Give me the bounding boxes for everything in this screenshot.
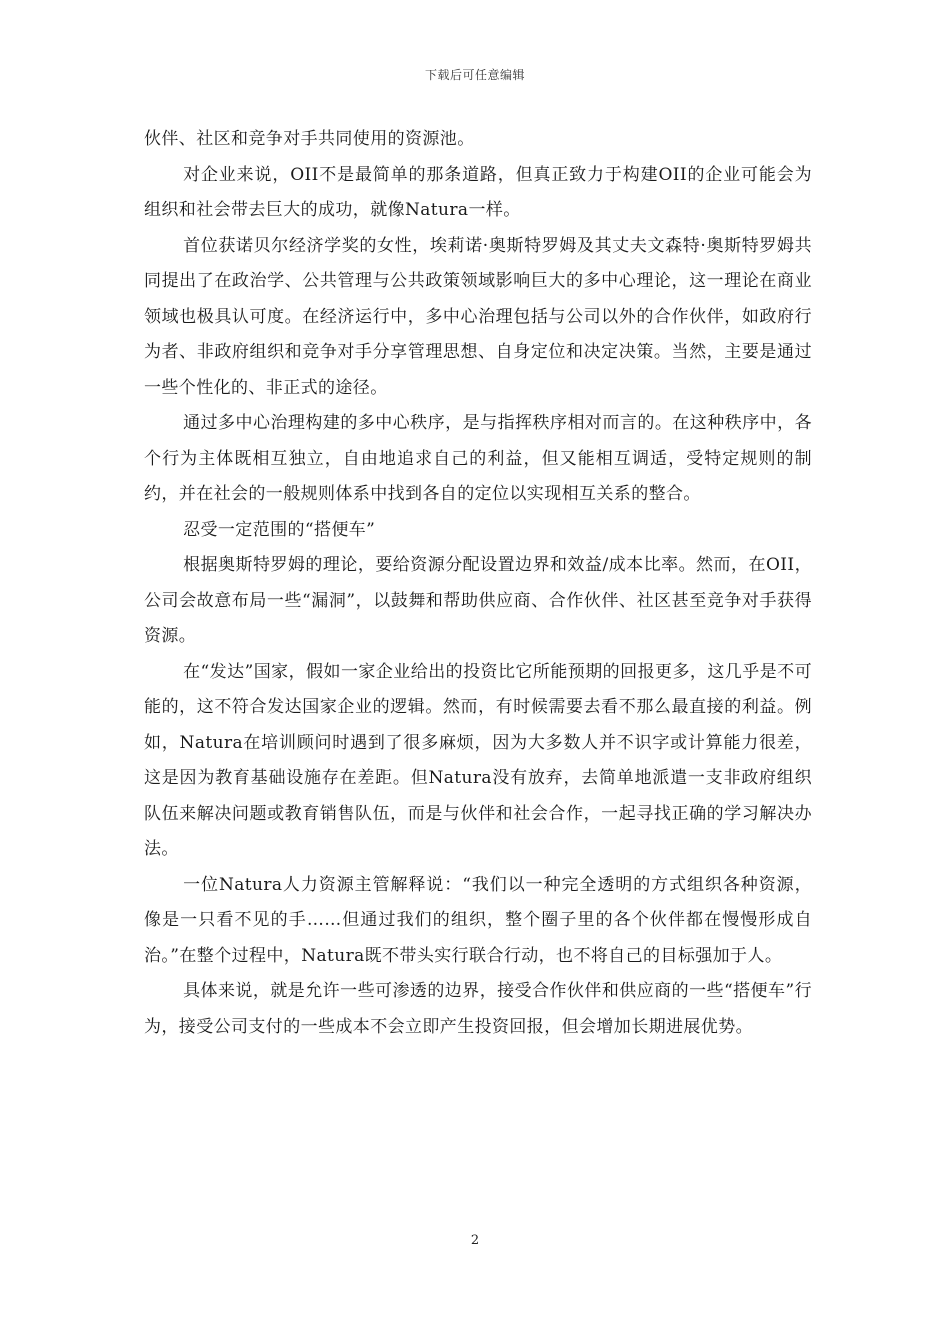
paragraph-1: 伙伴、社区和竞争对手共同使用的资源池。	[144, 129, 475, 149]
section-heading: 忍受一定范围的“搭便车”	[183, 519, 376, 540]
body-text	[144, 122, 812, 1045]
page-header: 下载后可任意编辑	[424, 68, 525, 82]
paragraph-9: 具体来说，就是允许一些可渗透的边界，接受合作伙伴和供应商的一些“搭便车”行为，接受公司支付的一些成本不会立即产生投资回报，但会增加长期进展优势。	[144, 981, 812, 1037]
paragraph-7: 在“发达”国家，假如一家企业给出的投资比它所能预期的回报更多，这几乎是不可能的，这不符合发达国家企业的逻辑。然而，有时候需要去看不那么最直接的利益。例如，Natura在培训顾问时遇到了很多麻烦，因为大多数人并不识字或计算能力很差，这是因为教育基础设施存在差距。但Natura没有放弃，去简单地派遣一支非政府组织队伍来解决问题或教育销售队伍，而是与伙伴和社会合作，一起寻找正确的学习解决办法。	[144, 661, 812, 859]
paragraph-8: 一位Natura人力资源主管解释说：“我们以一种完全透明的方式组织各种资源，像是一只看不见的手……但通过我们的组织，整个圈子里的各个伙伴都在慢慢形成自治。”在整个过程中，Natura既不带头实行联合行动，也不将自己的目标强加于人。	[144, 874, 812, 966]
page-number: 2	[470, 1233, 480, 1248]
paragraph-3: 首位获诺贝尔经济学奖的女性，埃莉诺·奥斯特罗姆及其丈夫文森特·奥斯特罗姆共同提出了在政治学、公共管理与公共政策领域影响巨大的多中心理论，这一理论在商业领域也极具认可度。在经济运行中，多中心治理包括与公司以外的合作伙伴，如政府行为者、非政府组织和竞争对手分享管理思想、自身定位和决定决策。当然，主要是通过一些个性化的、非正式的途径。	[144, 235, 812, 398]
paragraph-2: 对企业来说，OII不是最简单的那条道路，但真正致力于构建OII的企业可能会为组织和社会带去巨大的成功，就像Natura一样。	[144, 164, 812, 220]
paragraph-6: 根据奥斯特罗姆的理论，要给资源分配设置边界和效益/成本比率。然而，在OII，公司会故意布局一些“漏洞”，以鼓舞和帮助供应商、合作伙伴、社区甚至竞争对手获得资源。	[144, 555, 812, 646]
paragraph-4: 通过多中心治理构建的多中心秩序，是与指挥秩序相对而言的。在这种秩序中，各个行为主体既相互独立，自由地追求自己的利益，但又能相互调适，受特定规则的制约，并在社会的一般规则体系中找到各自的定位以实现相互关系的整合。	[144, 413, 812, 504]
